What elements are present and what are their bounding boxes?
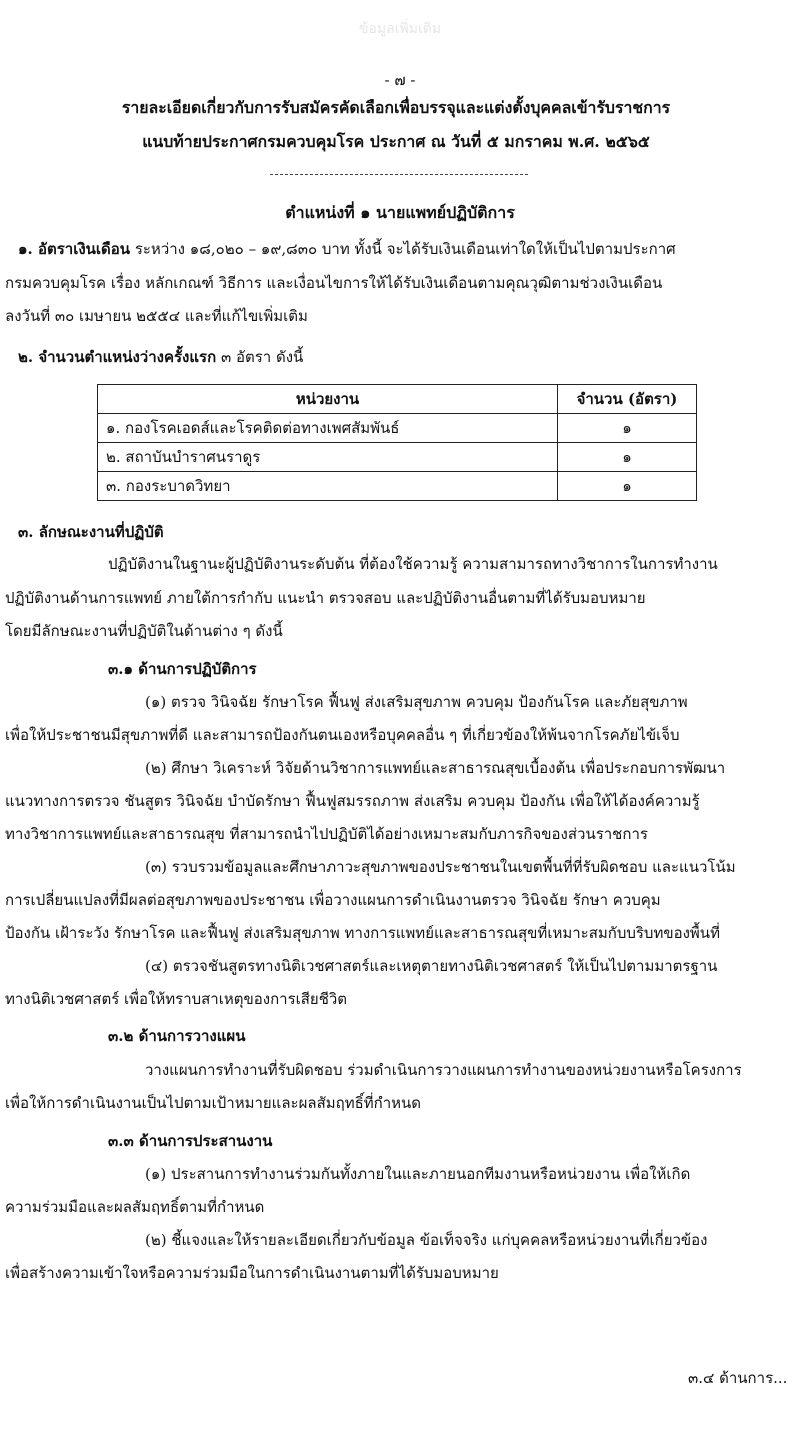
duties-intro-1: ปฏิบัติงานในฐานะผู้ปฏิบัติงานระดับต้น ที่ต้องใช้ความรู้ ความสามารถทางวิชาการในการทำงาน <box>108 555 718 573</box>
column-header-count: จำนวน (อัตรา) <box>558 385 697 414</box>
table-row <box>98 443 697 472</box>
salary-heading: ๑. อัตราเงินเดือน <box>18 240 131 258</box>
unit-cell: ๒. สถาบันบำราศนราดูร <box>98 443 558 472</box>
count-cell: ๑ <box>558 414 697 443</box>
document-title-line-2: แนบท้ายประกาศกรมควบคุมโรค ประกาศ ณ วันที่ ๕ มกราคม พ.ศ. ๒๕๖๕ <box>142 132 650 151</box>
item-3-1-1-line-1: (๑) ตรวจ วินิจฉัย รักษาโรค ฟื้นฟู ส่งเสริมสุขภาพ ควบคุม ป้องกันโรค และภัยสุขภาพ <box>145 693 688 711</box>
item-3-1-2-line-1: (๒) ศึกษา วิเคราะห์ วิจัยด้านวิชาการแพทย์และสาธารณสุขเบื้องต้น เพื่อประกอบการพัฒนา <box>145 759 726 777</box>
salary-text-1: ระหว่าง ๑๘,๐๒๐ – ๑๙,๘๓๐ บาท ทั้งนี้ จะได้รับเงินเดือนเท่าใดให้เป็นไปตามประกาศ <box>134 240 676 258</box>
document-title-line-1: รายละเอียดเกี่ยวกับการรับสมัครคัดเลือกเพื่อบรรจุและแต่งตั้งบุคคลเข้ารับราชการ <box>121 98 671 117</box>
item-3-1-2-line-2: แนวทางการตรวจ ชันสูตร วินิจฉัย บำบัดรักษา ฟื้นฟูสมรรถภาพ ส่งเสริม ควบคุม ป้องกัน เพื่อให้ได้องค์ความรู้ <box>5 792 700 810</box>
duties-heading: ๓. ลักษณะงานที่ปฏิบัติ <box>18 523 164 541</box>
salary-line-2: กรมควบคุมโรค เรื่อง หลักเกณฑ์ วิธีการ และเงื่อนไขการให้ได้รับเงินเดือนตามคุณวุฒิตามช่วงเงินเดือน <box>5 274 663 292</box>
vacancies-heading: ๒. จำนวนตำแหน่งว่างครั้งแรก <box>18 348 217 366</box>
item-3-1-2-line-3: ทางวิชาการแพทย์และสาธารณสุข ที่สามารถนำไปปฏิบัติได้อย่างเหมาะสมกับภารกิจของส่วนราชการ <box>5 825 648 843</box>
salary-line-1 <box>18 239 676 259</box>
item-3-1-3-line-1: (๓) รวบรวมข้อมูลและศึกษาภาวะสุขภาพของประชาชนในเขตพื้นที่ที่รับผิดชอบ และแนวโน้ม <box>145 858 736 876</box>
count-cell: ๑ <box>558 443 697 472</box>
count-cell: ๑ <box>558 472 697 501</box>
salary-line-3: ลงวันที่ ๓๐ เมษายน ๒๕๕๔ และที่แก้ไขเพิ่มเติม <box>5 307 308 325</box>
page-number: - ๗ - <box>384 71 416 89</box>
vacancy-table-header <box>98 385 697 414</box>
position-title: ตำแหน่งที่ ๑ นายแพทย์ปฏิบัติการ <box>285 203 515 222</box>
vacancies-count-text: ๓ อัตรา ดังนี้ <box>220 348 304 366</box>
faint-header-text: ข้อมูลเพิ่มเติม <box>358 21 442 37</box>
unit-cell: ๑. กองโรคเอดส์และโรคติดต่อทางเพศสัมพันธ์ <box>98 414 558 443</box>
duties-intro-2: ปฏิบัติงานด้านการแพทย์ ภายใต้การกำกับ แนะนำ ตรวจสอบ และปฏิบัติงานอื่นตามที่ได้รับมอบหมาย <box>5 589 646 607</box>
unit-cell: ๓. กองระบาดวิทยา <box>98 472 558 501</box>
section-3-3-heading: ๓.๓ ด้านการประสานงาน <box>108 1132 273 1150</box>
item-3-3-2-line-2: เพื่อสร้างความเข้าใจหรือความร่วมมือในการดำเนินงานตามที่ได้รับมอบหมาย <box>5 1264 499 1282</box>
section-3-2-line-2: เพื่อให้การดำเนินงานเป็นไปตามเป้าหมายและผลสัมฤทธิ์ที่กำหนด <box>5 1094 422 1112</box>
item-3-1-1-line-2: เพื่อให้ประชาชนมีสุขภาพที่ดี และสามารถป้องกันตนเองหรือบุคคลอื่น ๆ ที่เกี่ยวข้องให้พ้นจากโรคภัยไข้เจ็บ <box>5 726 680 744</box>
item-3-3-1-line-1: (๑) ประสานการทำงานร่วมกันทั้งภายในและภายนอกทีมงานหรือหน่วยงาน เพื่อให้เกิด <box>145 1165 691 1183</box>
vacancy-table <box>97 384 697 501</box>
vacancies-line <box>18 347 303 367</box>
section-3-1-heading: ๓.๑ ด้านการปฏิบัติการ <box>108 660 257 678</box>
section-3-2-heading: ๓.๒ ด้านการวางแผน <box>108 1027 246 1045</box>
item-3-1-3-line-2: การเปลี่ยนแปลงที่มีผลต่อสุขภาพของประชาชน เพื่อวางแผนการดำเนินงานตรวจ วินิจฉัย รักษา ควบคุม <box>5 891 661 909</box>
table-row <box>98 472 697 501</box>
table-row <box>98 414 697 443</box>
section-3-2-line-1: วางแผนการทำงานที่รับผิดชอบ ร่วมดำเนินการวางแผนการทำงานของหน่วยงานหรือโครงการ <box>145 1061 742 1079</box>
title-divider <box>270 174 528 175</box>
item-3-3-1-line-2: ความร่วมมือและผลสัมฤทธิ์ตามที่กำหนด <box>5 1198 265 1216</box>
column-header-unit: หน่วยงาน <box>98 385 558 414</box>
item-3-1-3-line-3: ป้องกัน เฝ้าระวัง รักษาโรค และฟื้นฟู ส่งเสริมสุขภาพ ทางการแพทย์และสาธารณสุขที่เหมาะสมกับบริบทของพื้นที่ <box>5 924 720 942</box>
continued-footer: ๓.๔ ด้านการ... <box>688 1369 788 1387</box>
item-3-3-2-line-1: (๒) ชี้แจงและให้รายละเอียดเกี่ยวกับข้อมูล ข้อเท็จจริง แก่บุคคลหรือหน่วยงานที่เกี่ยวข้อง <box>145 1231 708 1249</box>
item-3-1-4-line-2: ทางนิติเวชศาสตร์ เพื่อให้ทราบสาเหตุของการเสียชีวิต <box>5 990 348 1008</box>
item-3-1-4-line-1: (๔) ตรวจชันสูตรทางนิติเวชศาสตร์และเหตุตายทางนิติเวชศาสตร์ ให้เป็นไปตามมาตรฐาน <box>145 957 718 975</box>
duties-intro-3: โดยมีลักษณะงานที่ปฏิบัติในด้านต่าง ๆ ดังนี้ <box>5 622 283 640</box>
